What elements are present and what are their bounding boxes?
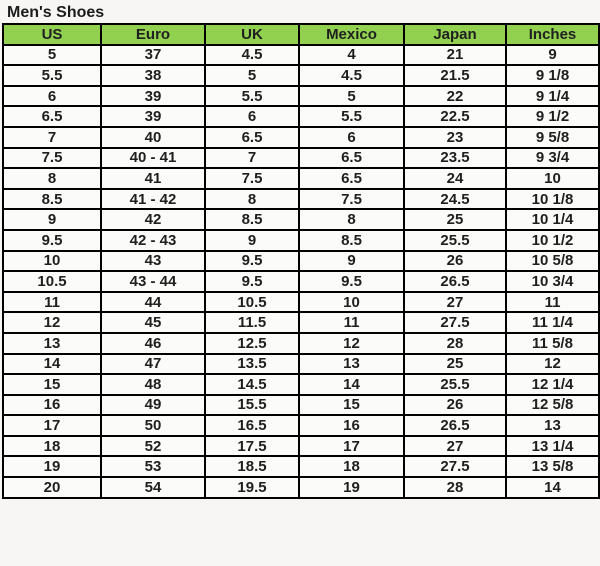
table-row	[3, 374, 599, 395]
table-cell: 10 5/8	[506, 251, 599, 272]
table-cell: 10 1/2	[506, 230, 599, 251]
column-header-euro: Euro	[101, 24, 205, 45]
table-body	[3, 45, 599, 498]
table-cell: 22.5	[404, 106, 506, 127]
table-cell: 9 1/2	[506, 106, 599, 127]
table-cell: 24	[404, 168, 506, 189]
table-row	[3, 477, 599, 498]
table-cell: 7.5	[299, 189, 404, 210]
table-cell: 25.5	[404, 374, 506, 395]
table-cell: 8	[205, 189, 299, 210]
table-cell: 17	[3, 415, 101, 436]
table-row	[3, 354, 599, 375]
table-cell: 26	[404, 395, 506, 416]
table-cell: 11	[3, 292, 101, 313]
page-title: Men's Shoes	[7, 4, 105, 21]
table-cell: 12	[506, 354, 599, 375]
table-cell: 40	[101, 127, 205, 148]
table-cell: 12 5/8	[506, 395, 599, 416]
table-cell: 39	[101, 86, 205, 107]
table-cell: 42	[101, 209, 205, 230]
table-row	[3, 86, 599, 107]
table-cell: 28	[404, 477, 506, 498]
table-cell: 14	[299, 374, 404, 395]
table-cell: 7.5	[205, 168, 299, 189]
table-cell: 13	[506, 415, 599, 436]
table-row	[3, 395, 599, 416]
table-row	[3, 251, 599, 272]
table-cell: 5.5	[3, 65, 101, 86]
table-cell: 45	[101, 312, 205, 333]
table-cell: 10	[3, 251, 101, 272]
table-cell: 10 1/8	[506, 189, 599, 210]
table-cell: 27.5	[404, 456, 506, 477]
table-cell: 23.5	[404, 148, 506, 169]
table-cell: 48	[101, 374, 205, 395]
table-row	[3, 189, 599, 210]
table-cell: 10	[506, 168, 599, 189]
table-cell: 8.5	[3, 189, 101, 210]
table-cell: 18	[3, 436, 101, 457]
table-row	[3, 271, 599, 292]
table-cell: 21.5	[404, 65, 506, 86]
table-cell: 6	[205, 106, 299, 127]
table-cell: 15.5	[205, 395, 299, 416]
table-cell: 9.5	[205, 251, 299, 272]
table-cell: 10 3/4	[506, 271, 599, 292]
table-cell: 13.5	[205, 354, 299, 375]
table-row	[3, 415, 599, 436]
table-cell: 7.5	[3, 148, 101, 169]
table-cell: 49	[101, 395, 205, 416]
table-cell: 5	[299, 86, 404, 107]
table-cell: 6.5	[3, 106, 101, 127]
table-cell: 22	[404, 86, 506, 107]
table-row	[3, 148, 599, 169]
table-cell: 20	[3, 477, 101, 498]
table-row	[3, 436, 599, 457]
table-cell: 12 1/4	[506, 374, 599, 395]
table-cell: 8.5	[299, 230, 404, 251]
table-cell: 9.5	[3, 230, 101, 251]
table-cell: 10 1/4	[506, 209, 599, 230]
table-cell: 19	[299, 477, 404, 498]
table-cell: 6	[3, 86, 101, 107]
column-header-uk: UK	[205, 24, 299, 45]
table-row	[3, 333, 599, 354]
header-row	[3, 24, 599, 45]
table-row	[3, 45, 599, 66]
size-conversion-table	[2, 23, 600, 499]
table-cell: 8	[299, 209, 404, 230]
table-cell: 14	[506, 477, 599, 498]
table-cell: 9	[205, 230, 299, 251]
table-cell: 11	[299, 312, 404, 333]
table-row	[3, 106, 599, 127]
table-cell: 41 - 42	[101, 189, 205, 210]
table-cell: 17.5	[205, 436, 299, 457]
table-row	[3, 209, 599, 230]
table-cell: 43 - 44	[101, 271, 205, 292]
table-cell: 7	[3, 127, 101, 148]
table-row	[3, 230, 599, 251]
table-cell: 13 5/8	[506, 456, 599, 477]
table-cell: 11	[506, 292, 599, 313]
table-cell: 16.5	[205, 415, 299, 436]
table-cell: 54	[101, 477, 205, 498]
table-cell: 14.5	[205, 374, 299, 395]
table-cell: 7	[205, 148, 299, 169]
table-cell: 13	[3, 333, 101, 354]
table-cell: 26	[404, 251, 506, 272]
table-cell: 18.5	[205, 456, 299, 477]
table-cell: 13 1/4	[506, 436, 599, 457]
table-cell: 39	[101, 106, 205, 127]
table-cell: 4.5	[299, 65, 404, 86]
table-cell: 5	[3, 45, 101, 66]
table-cell: 26.5	[404, 271, 506, 292]
table-cell: 14	[3, 354, 101, 375]
table-row	[3, 168, 599, 189]
table-cell: 11 1/4	[506, 312, 599, 333]
table-cell: 27	[404, 436, 506, 457]
table-cell: 9	[506, 45, 599, 66]
column-header-us: US	[3, 24, 101, 45]
table-cell: 19.5	[205, 477, 299, 498]
table-cell: 26.5	[404, 415, 506, 436]
table-cell: 12.5	[205, 333, 299, 354]
table-cell: 40 - 41	[101, 148, 205, 169]
table-cell: 23	[404, 127, 506, 148]
table-cell: 4.5	[205, 45, 299, 66]
table-cell: 24.5	[404, 189, 506, 210]
table-cell: 16	[299, 415, 404, 436]
table-cell: 18	[299, 456, 404, 477]
table-cell: 15	[3, 374, 101, 395]
table-row	[3, 456, 599, 477]
table-cell: 6.5	[205, 127, 299, 148]
table-cell: 4	[299, 45, 404, 66]
table-cell: 9 5/8	[506, 127, 599, 148]
table-cell: 16	[3, 395, 101, 416]
table-cell: 5.5	[299, 106, 404, 127]
table-cell: 6.5	[299, 148, 404, 169]
table-cell: 42 - 43	[101, 230, 205, 251]
table-cell: 15	[299, 395, 404, 416]
table-row	[3, 312, 599, 333]
table-cell: 9	[299, 251, 404, 272]
table-cell: 10.5	[205, 292, 299, 313]
table-cell: 6.5	[299, 168, 404, 189]
table-cell: 10	[299, 292, 404, 313]
table-row	[3, 292, 599, 313]
table-cell: 43	[101, 251, 205, 272]
table-cell: 37	[101, 45, 205, 66]
table-cell: 9.5	[299, 271, 404, 292]
table-cell: 53	[101, 456, 205, 477]
table-cell: 9 1/4	[506, 86, 599, 107]
table-cell: 13	[299, 354, 404, 375]
table-cell: 46	[101, 333, 205, 354]
table-cell: 17	[299, 436, 404, 457]
table-cell: 8	[3, 168, 101, 189]
table-cell: 9	[3, 209, 101, 230]
table-cell: 25.5	[404, 230, 506, 251]
column-header-mexico: Mexico	[299, 24, 404, 45]
table-cell: 52	[101, 436, 205, 457]
table-cell: 9.5	[205, 271, 299, 292]
column-header-inches: Inches	[506, 24, 599, 45]
table-row	[3, 127, 599, 148]
table-cell: 5.5	[205, 86, 299, 107]
table-cell: 12	[299, 333, 404, 354]
column-header-japan: Japan	[404, 24, 506, 45]
table-cell: 6	[299, 127, 404, 148]
table-cell: 8.5	[205, 209, 299, 230]
table-cell: 27	[404, 292, 506, 313]
table-cell: 11.5	[205, 312, 299, 333]
table-cell: 27.5	[404, 312, 506, 333]
table-cell: 38	[101, 65, 205, 86]
table-cell: 28	[404, 333, 506, 354]
table-cell: 47	[101, 354, 205, 375]
table-cell: 9 1/8	[506, 65, 599, 86]
table-cell: 12	[3, 312, 101, 333]
table-row	[3, 65, 599, 86]
table-header	[3, 24, 599, 45]
table-cell: 19	[3, 456, 101, 477]
table-cell: 5	[205, 65, 299, 86]
table-cell: 11 5/8	[506, 333, 599, 354]
table-cell: 9 3/4	[506, 148, 599, 169]
table-cell: 10.5	[3, 271, 101, 292]
table-cell: 44	[101, 292, 205, 313]
table-cell: 21	[404, 45, 506, 66]
table-cell: 41	[101, 168, 205, 189]
table-cell: 25	[404, 354, 506, 375]
table-cell: 25	[404, 209, 506, 230]
table-cell: 50	[101, 415, 205, 436]
